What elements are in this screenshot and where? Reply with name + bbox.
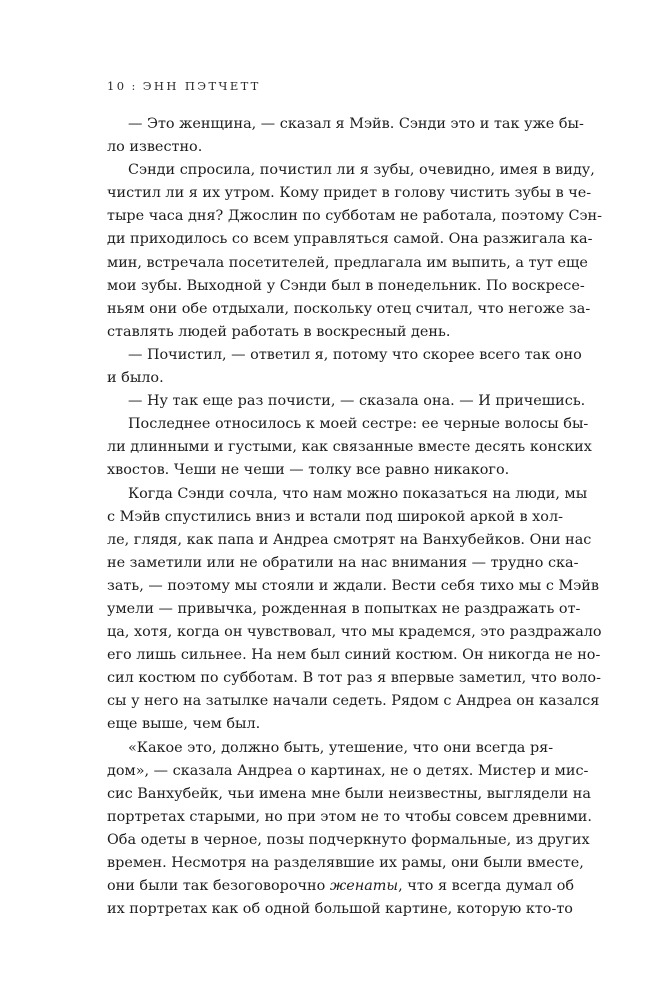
text-line: ца, хотя, когда он чувствовал, что мы крадемся, это раздражало: [107, 624, 602, 641]
text-line: и было.: [107, 370, 164, 387]
text-line: их портретах как об одной большой картине, которую кто-то: [107, 901, 573, 918]
text-line: — Почистил, — ответил я, потому что скорее всего так оно: [128, 346, 582, 363]
book-text: [107, 113, 602, 921]
text-line: времен. Несмотря на разделявшие их рамы, они были вместе,: [107, 855, 584, 871]
text-line: — Это женщина, — сказал я Мэйв. Сэнди это и так уже бы-: [128, 116, 584, 132]
text-line: его лишь сильнее. На нем был синий костюм. Он никогда не но-: [107, 647, 601, 664]
text-line: с Мэйв спустились вниз и встали под широкой аркой в хол-: [107, 508, 563, 525]
text-line: «Какое это, должно быть, утешение, что они всегда ря-: [128, 739, 554, 756]
text-line: еще выше, чем был.: [107, 716, 261, 733]
text-line: Последнее относилось к моей сестре: ее черные волосы бы-: [128, 416, 589, 433]
text-line: сис Ванхубейк, чьи имена мне были неизвестны, выглядели на: [107, 785, 591, 802]
text-line: умели — привычка, рожденная в попытках не раздражать от-: [107, 600, 581, 617]
text-line: Сэнди спросила, почистил ли я зубы, очевидно, имея в виду,: [128, 162, 595, 179]
text-line: не заметили или не обратили на нас внимания — трудно ска-: [107, 554, 579, 571]
author-name: ЭНН ПЭТЧЕТТ: [142, 79, 261, 93]
page-number: 10: [107, 79, 127, 93]
text-line: тыре часа дня? Джослин по субботам не работала, поэтому Сэн-: [107, 208, 602, 225]
running-head-separator: :: [131, 79, 138, 93]
text-line: сы у него на затылке начали седеть. Рядом с Андреа он казался: [107, 693, 600, 710]
text-line: ньям они обе отдыхали, поскольку отец считал, что негоже за-: [107, 300, 591, 317]
running-head: [107, 79, 261, 93]
text-line: ле, глядя, как папа и Андреа смотрят на Ванхубейков. Они нас: [107, 531, 592, 548]
text-line: — Ну так еще раз почисти, — сказала она. — И причешись.: [128, 393, 586, 410]
text-line: сил костюм по субботам. В тот раз я впервые заметил, что воло-: [107, 670, 601, 687]
text-line: они были так безоговорочно женаты, что я всегда думал об: [107, 878, 575, 895]
text-line: мои зубы. Выходной у Сэнди был в понедельник. По воскресе-: [107, 277, 585, 294]
text-line: портретах старыми, но при этом не то чтобы совсем древними.: [107, 808, 592, 825]
text-line: ли длинными и густыми, как связанные вместе десять конских: [107, 439, 592, 456]
text-line: Оба одеты в черное, позы подчеркнуто формальные, из других: [107, 831, 590, 848]
text-line: хвостов. Чеши не чеши — толку все равно никакого.: [107, 462, 510, 479]
text-line: чистил ли я их утром. Кому придет в голову чистить зубы в че-: [107, 185, 592, 202]
text-line: зать, — поэтому мы стояли и ждали. Вести себя тихо мы с Мэйв: [107, 577, 599, 594]
text-line: ди приходилось со всем управляться самой. Она разжигала ка-: [107, 231, 593, 248]
text-line: Когда Сэнди сочла, что нам можно показаться на люди, мы: [128, 485, 588, 502]
text-line: ставлять людей работать в воскресный день.: [107, 323, 451, 340]
text-line: мин, встречала посетителей, предлагала им выпить, а тут еще: [107, 254, 588, 271]
text-line: ло известно.: [107, 139, 203, 156]
text-line: дом», — сказала Андреа о картинах, не о детях. Мистер и мис-: [107, 762, 589, 779]
